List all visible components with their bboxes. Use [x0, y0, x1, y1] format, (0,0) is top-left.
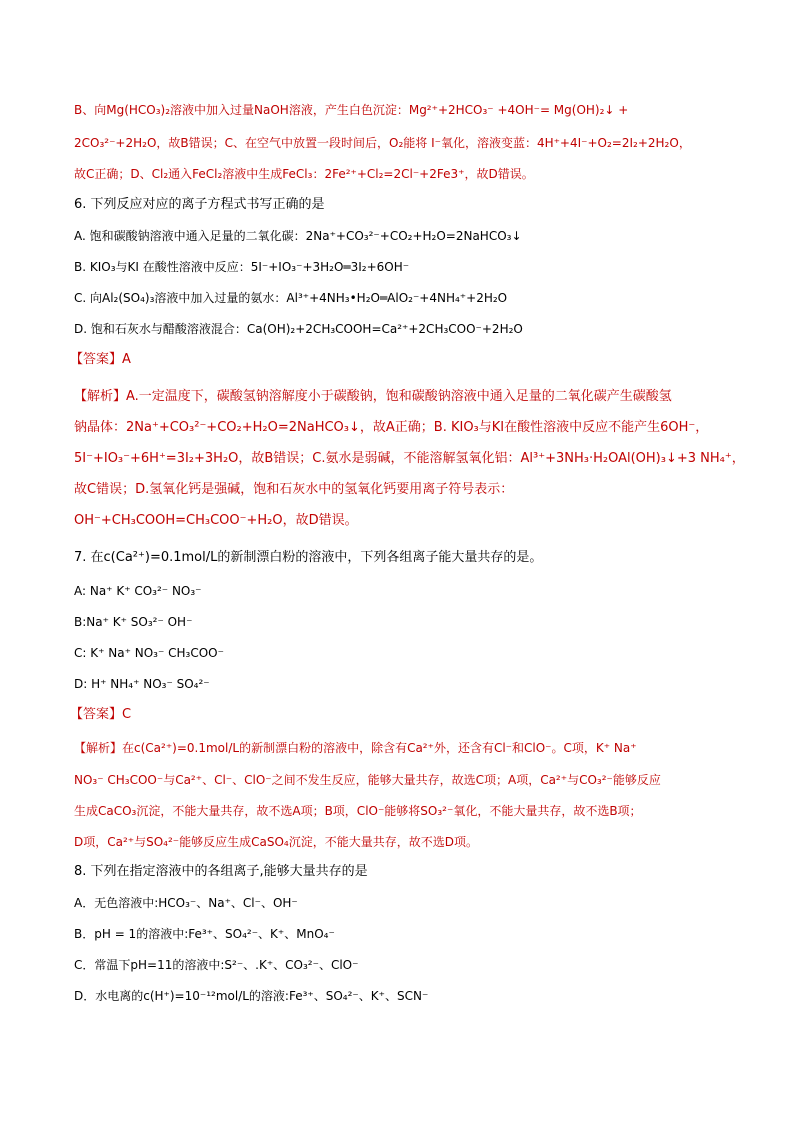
q8-option-a: A．无色溶液中:HCO₃⁻、Na⁺、Cl⁻、OH⁻	[74, 896, 298, 910]
q5-explanation-line-2: 2CO₃²⁻+2H₂O，故B错误；C、在空气中放置一段时间后，O₂能将 I⁻氧化，溶液变蓝：4H⁺+4I⁻+O₂=2I₂+2H₂O，	[74, 136, 691, 150]
q6-option-c: C. 向Al₂(SO₄)₃溶液中加入过量的氨水：Al³⁺+4NH₃•H₂O═AlO₂⁻+4NH₄⁺+2H₂O	[74, 291, 508, 305]
q7-stem: 7. 在c(Ca²⁺)=0.1mol/L的新制漂白粉的溶液中，下列各组离子能大量共存的是。	[74, 550, 543, 565]
q7-option-c: C: K⁺ Na⁺ NO₃⁻ CH₃COO⁻	[74, 646, 224, 660]
q6-explanation-line-1: 【解析】A.一定温度下，碳酸氢钠溶解度小于碳酸钠，饱和碳酸钠溶液中通入足量的二氧化碳产生碳酸氢	[74, 389, 672, 404]
q7-option-a: A: Na⁺ K⁺ CO₃²⁻ NO₃⁻	[74, 584, 202, 598]
q6-answer: 【答案】A	[70, 352, 131, 367]
q7-explanation-line-1: 【解析】在c(Ca²⁺)=0.1mol/L的新制漂白粉的溶液中，除含有Ca²⁺外，还含有Cl⁻和ClO⁻。C项，K⁺ Na⁺	[74, 741, 637, 755]
q7-option-d: D: H⁺ NH₄⁺ NO₃⁻ SO₄²⁻	[74, 677, 210, 691]
q6-explanation-line-3: 5I⁻+IO₃⁻+6H⁺=3I₂+3H₂O，故B错误；C.氨水是弱碱，不能溶解氢氧化铝：Al³⁺+3NH₃·H₂OAl(OH)₃↓+3 NH₄⁺，	[74, 451, 745, 466]
q6-explanation-line-5: OH⁻+CH₃COOH=CH₃COO⁻+H₂O，故D错误。	[74, 513, 358, 528]
q6-option-a: A. 饱和碳酸钠溶液中通入足量的二氧化碳：2Na⁺+CO₃²⁻+CO₂+H₂O=2NaHCO₃↓	[74, 229, 522, 243]
q6-explanation-line-4: 故C错误；D.氢氧化钙是强碱，饱和石灰水中的氢氧化钙要用离子符号表示：	[74, 482, 514, 497]
q6-option-d: D. 饱和石灰水与醋酸溶液混合：Ca(OH)₂+2CH₃COOH=Ca²⁺+2CH₃COO⁻+2H₂O	[74, 322, 523, 336]
q5-explanation-line-1: B、向Mg(HCO₃)₂溶液中加入过量NaOH溶液，产生白色沉淀：Mg²⁺+2HCO₃⁻ +4OH⁻= Mg(OH)₂↓ +	[74, 103, 629, 117]
q6-option-b: B. KIO₃与KI 在酸性溶液中反应：5I⁻+IO₃⁻+3H₂O═3I₂+6OH⁻	[74, 260, 410, 274]
q8-stem: 8. 下列在指定溶液中的各组离子,能够大量共存的是	[74, 864, 368, 879]
q8-option-d: D．水电离的c(H⁺)=10⁻¹²mol/L的溶液:Fe³⁺、SO₄²⁻、K⁺、SCN⁻	[74, 989, 429, 1003]
q7-option-b: B:Na⁺ K⁺ SO₃²⁻ OH⁻	[74, 615, 193, 629]
q5-explanation-line-3: 故C正确；D、Cl₂通入FeCl₂溶液中生成FeCl₃：2Fe²⁺+Cl₂=2Cl⁻+2Fe3⁺，故D错误。	[74, 167, 534, 181]
q8-option-b: B．pH = 1的溶液中:Fe³⁺、SO₄²⁻、K⁺、MnO₄⁻	[74, 927, 335, 941]
q7-explanation-line-2: NO₃⁻ CH₃COO⁻与Ca²⁺、Cl⁻、ClO⁻之间不发生反应，能够大量共存，故选C项；A项，Ca²⁺与CO₃²⁻能够反应	[74, 773, 661, 787]
q7-answer: 【答案】C	[70, 707, 132, 722]
q7-explanation-line-4: D项，Ca²⁺与SO₄²⁻能够反应生成CaSO₄沉淀，不能大量共存，故不选D项。	[74, 835, 478, 849]
q7-explanation-line-3: 生成CaCO₃沉淀，不能大量共存，故不选A项；B项，ClO⁻能够将SO₃²⁻氧化，不能大量共存，故不选B项；	[74, 804, 642, 818]
q8-option-c: C．常温下pH=11的溶液中:S²⁻、.K⁺、CO₃²⁻、ClO⁻	[74, 958, 359, 972]
q6-stem: 6. 下列反应对应的离子方程式书写正确的是	[74, 197, 325, 212]
q6-explanation-line-2: 钠晶体：2Na⁺+CO₃²⁻+CO₂+H₂O=2NaHCO₃↓，故A正确；B. KIO₃与KI在酸性溶液中反应不能产生6OH⁻，	[74, 420, 709, 435]
